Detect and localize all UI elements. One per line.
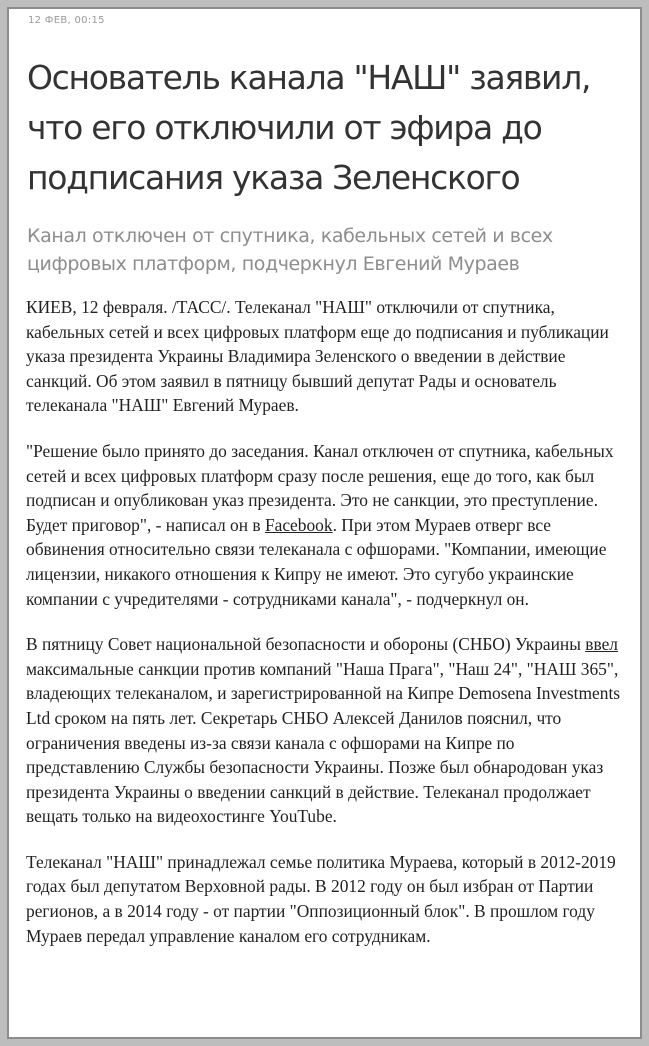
paragraph-3 (26, 632, 632, 829)
paragraph-1: КИЕВ, 12 февраля. /ТАСС/. Телеканал "НАШ" отключили от спутника, кабельных сетей и всех цифровых платформ еще до подписания и публикации указа президента Украины Владимира Зеленского о введении в действие санкций. Об этом заявил в пятницу бывший депутат Рады и основатель телеканала "НАШ" Евгений Мураев. (26, 297, 609, 416)
paragraph-2-text-b: . При этом Мураев отверг все обвинения относительно связи телеканала с офшорами. "Компании, имеющие лицензии, никакого отношения к Кипру не имеют. Это сугубо украинские компании с учредителями - сотрудниками канала", - подчеркнул он. (26, 514, 607, 609)
article-subtitle: Канал отключен от спутника, кабельных сетей и всех цифровых платформ, подчеркнул Евгений Мураев (27, 225, 553, 275)
article-date: 12 ФЕВ, 00:15 (28, 15, 105, 26)
paragraph-3-text-a: В пятницу Совет национальной безопасности и обороны (СНБО) Украины (26, 634, 586, 655)
article-body (26, 295, 632, 969)
paragraph-2-text-a: "Решение было принято до заседания. Канал отключен от спутника, кабельных сетей и всех цифровых платформ сразу после решения, еще до того, как был подписан и опубликован указ президента. Это не санкции, это преступление. Будет приговор", - написал он в (26, 440, 614, 535)
sanctions-link[interactable]: ввел (585, 634, 618, 655)
article-frame (7, 7, 642, 1039)
paragraph-3-text-b: максимальные санкции против компаний "Наша Прага", "Наш 24", "НАШ 365", владеющих телеканалом, и зарегистрированной на Кипре Demosena Investments Ltd сроком на пять лет. Секретарь СНБО Алексей Данилов пояснил, что ограничения введены из-за связи канала с офшорами на Кипре по представлению Службы безопасности Украины. Позже был обнародован указ президента Украины о введении санкций в действие. Телеканал продолжает вещать только на видеохостинге YouTube. (26, 658, 621, 827)
paragraph-4: Телеканал "НАШ" принадлежал семье политика Мураева, который в 2012-2019 годах был депутатом Верховной рады. В 2012 году он был избран от Партии регионов, а в 2014 году - от партии "Оппозиционный блок". В прошлом году Мураев передал управление каналом его сотрудникам. (26, 851, 616, 946)
facebook-link[interactable]: Facebook (264, 514, 333, 535)
paragraph-2 (26, 439, 632, 611)
article-title: Основатель канала "НАШ" заявил, что его отключили от эфира до подписания указа Зеленского (27, 58, 591, 197)
